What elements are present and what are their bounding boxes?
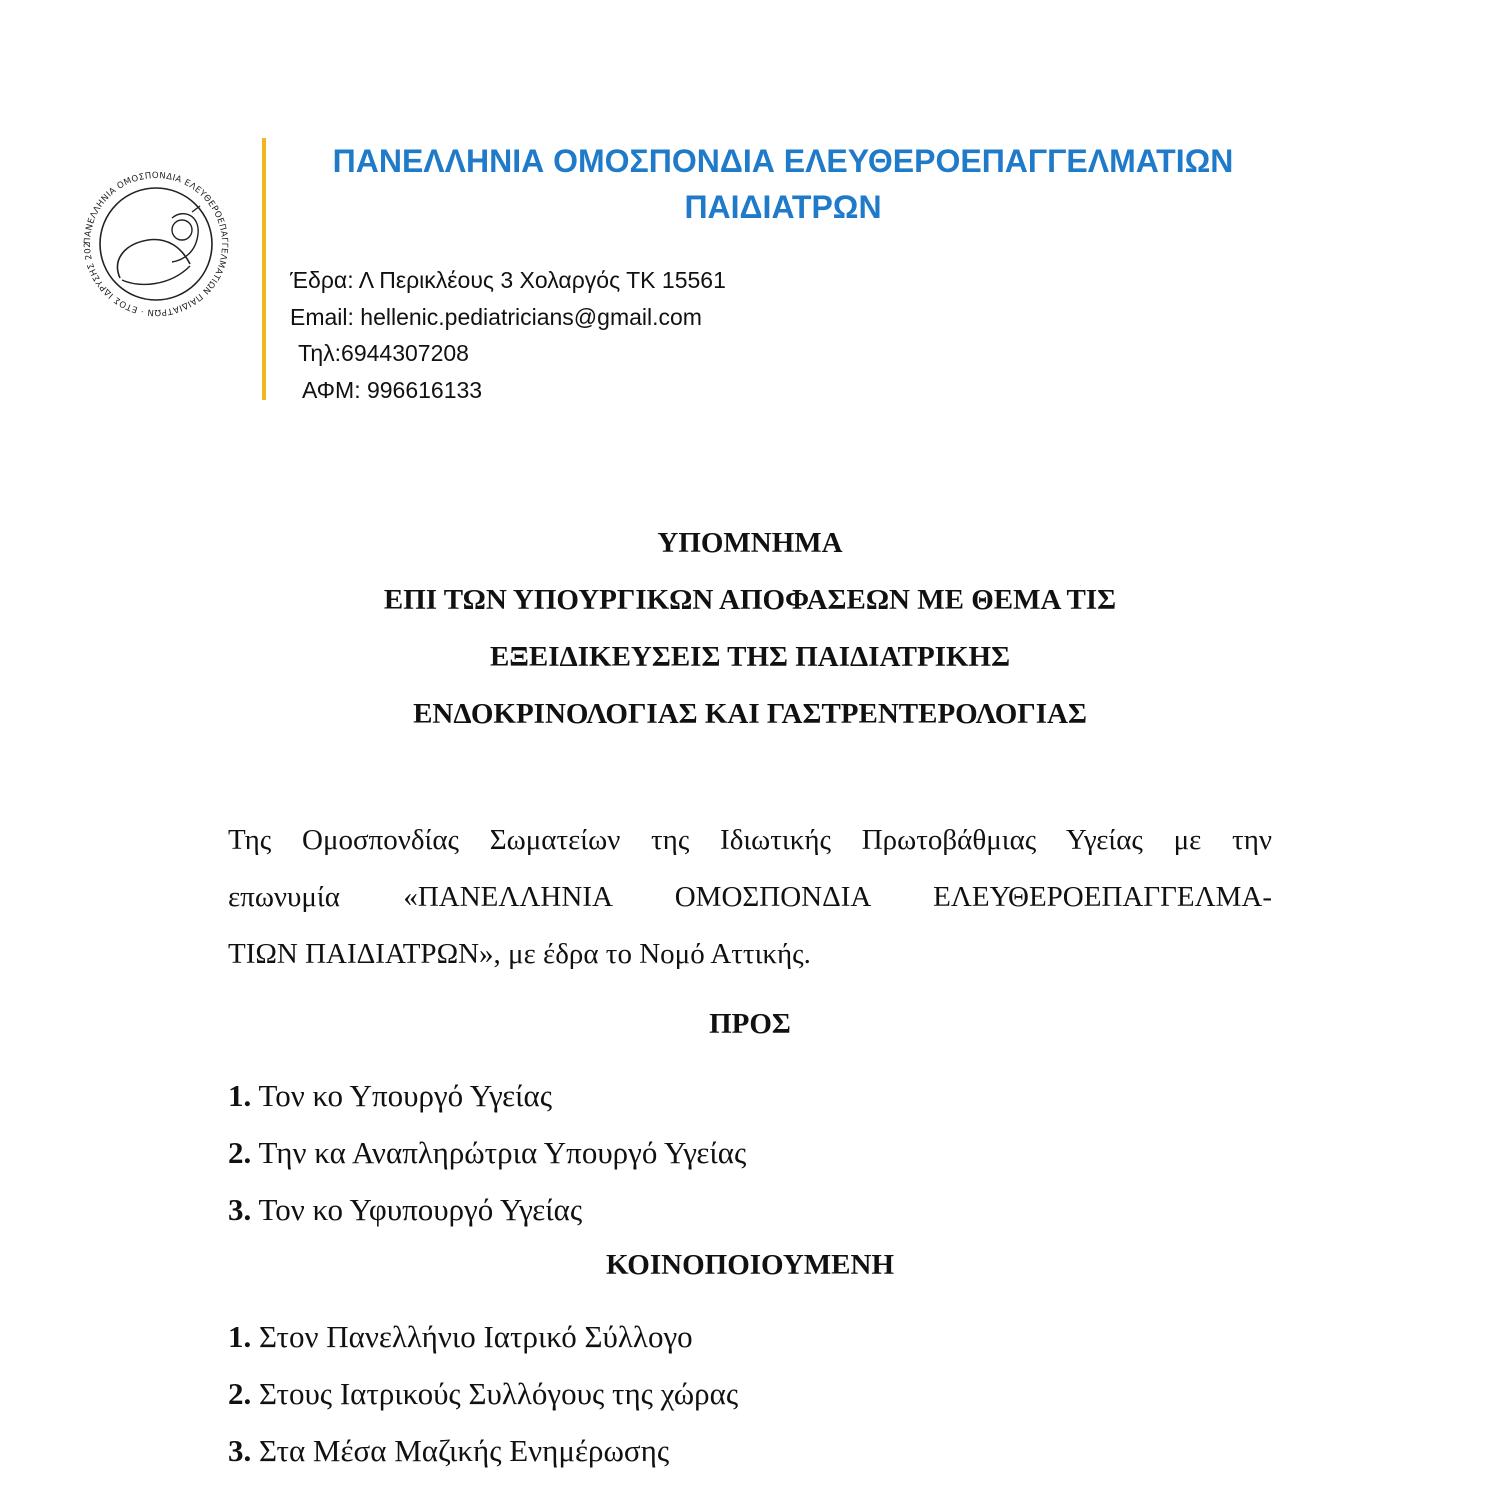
memo-heading [228, 515, 1272, 743]
recipients-list [228, 1067, 746, 1238]
memo-heading-line-1: ΥΠΟΜΝΗΜΑ [657, 527, 843, 559]
cc-title: ΚΟΙΝΟΠΟΙΟΥΜΕΝΗ [605, 1249, 895, 1281]
organization-title-line-2: ΠΑΙΔΙΑΤΡΩΝ [684, 189, 882, 225]
svg-text:ΠΑΝΕΛΛΗΝΙΑ ΟΜΟΣΠΟΝΔΙΑ ΕΛΕΥΘΕΡΟ [72, 160, 229, 317]
organization-title-line-1: ΠΑΝΕΛΛΗΝΙΑ ΟΜΟΣΠΟΝΔΙΑ ΕΛΕΥΘΕΡΟΕΠΑΓΓΕΛΜΑΤΙΩΝ [332, 143, 1234, 179]
recipients-title: ΠΡΟΣ [709, 1008, 791, 1040]
intro-line-1: Της Ομοσπονδίας Σωματείων της Ιδιωτικής Πρωτοβάθμιας Υγείας με την [228, 824, 1272, 856]
contact-info [290, 262, 726, 408]
intro-line-2: επωνυμία «ΠΑΝΕΛΛΗΝΙΑ ΟΜΟΣΠΟΝΔΙΑ ΕΛΕΥΘΕΡΟΕΠΑΓΓΕΛΜΑ- [228, 881, 1272, 913]
address-line: Έδρα: Λ Περικλέους 3 Χολαργός ΤΚ 15561 [290, 267, 726, 293]
list-item: 2. Την κα Αναπληρώτρια Υπουργό Υγείας [228, 1135, 747, 1170]
federation-logo [72, 160, 240, 328]
logo-seal-icon [72, 160, 240, 328]
memo-heading-line-4: ΕΝΔΟΚΡΙΝΟΛΟΓΙΑΣ ΚΑΙ ΓΑΣΤΡΕΝΤΕΡΟΛΟΓΙΑΣ [413, 698, 1087, 730]
tax-id-line: ΑΦΜ: 996616133 [302, 376, 483, 403]
email-line: Email: hellenic.pediatricians@gmail.com [290, 303, 702, 330]
list-item: 2. Στους Ιατρικούς Συλλόγους της χώρας [228, 1376, 739, 1411]
list-item: 3. Τον κο Υφυπουργό Υγείας [228, 1192, 583, 1227]
intro-line-3: ΤΙΩΝ ΠΑΙΔΙΑΤΡΩΝ», με έδρα το Νομό Αττικής. [228, 938, 811, 970]
cc-list [228, 1308, 738, 1479]
list-item: 1. Στον Πανελλήνιο Ιατρικό Σύλλογο [228, 1319, 693, 1354]
list-item: 3. Στα Μέσα Μαζικής Ενημέρωσης [228, 1433, 670, 1468]
phone-line: Τηλ:6944307208 [298, 340, 469, 366]
header-accent-bar [262, 138, 266, 400]
intro-paragraph [228, 812, 1272, 983]
logo-ring-text: ΠΑΝΕΛΛΗΝΙΑ ΟΜΟΣΠΟΝΔΙΑ ΕΛΕΥΘΕΡΟΕΠΑΓΓΕΛΜΑΤΙΩΝ ΠΑΙΔΙΑΤΡΩΝ · ΕΤΟΣ ΙΔΡΥΣΗΣ 202 [82, 170, 230, 318]
memo-heading-line-2: ΕΠΙ ΤΩΝ ΥΠΟΥΡΓΙΚΩΝ ΑΠΟΦΑΣΕΩΝ ΜΕ ΘΕΜΑ ΤΙΣ [383, 584, 1117, 616]
organization-title [284, 138, 1282, 230]
memo-heading-line-3: ΕΞΕΙΔΙΚΕΥΣΕΙΣ ΤΗΣ ΠΑΙΔΙΑΤΡΙΚΗΣ [489, 641, 1011, 673]
list-item: 1. Τον κο Υπουργό Υγείας [228, 1078, 553, 1113]
